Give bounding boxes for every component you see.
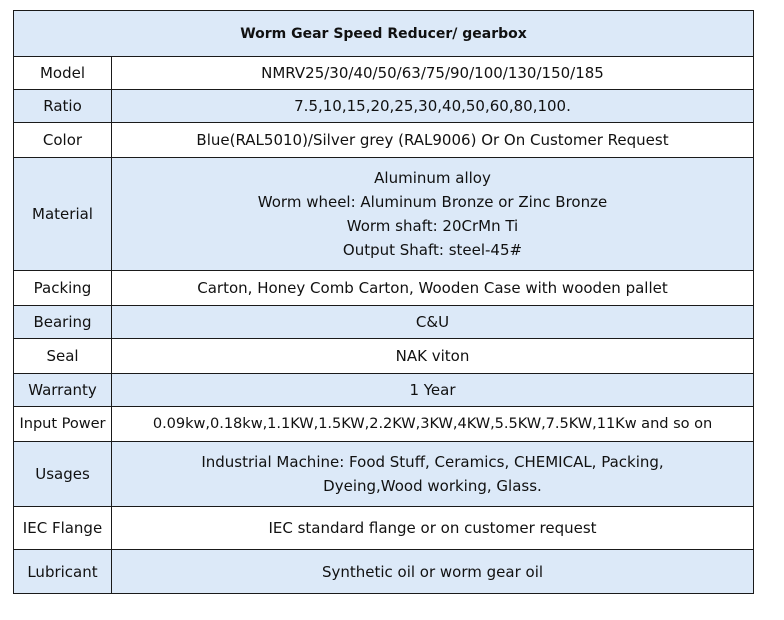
- row-label-model: Model: [14, 57, 112, 90]
- row-label-warranty: Warranty: [14, 374, 112, 407]
- table-title-row: [14, 11, 754, 57]
- row-value-lubricant: Synthetic oil or worm gear oil: [112, 550, 754, 594]
- material-line: Worm shaft: 20CrMn Ti: [346, 217, 519, 235]
- row-label-ratio: Ratio: [14, 90, 112, 123]
- row-value-model: NMRV25/30/40/50/63/75/90/100/130/150/185: [112, 57, 754, 90]
- row-value-ratio: 7.5,10,15,20,25,30,40,50,60,80,100.: [112, 90, 754, 123]
- row-label-color: Color: [14, 123, 112, 158]
- row-label-input-power: Input Power: [14, 407, 112, 442]
- material-line: Output Shaft: steel-45#: [342, 241, 523, 259]
- material-line: Aluminum alloy: [374, 169, 491, 187]
- row-label-packing: Packing: [14, 271, 112, 306]
- row-label-material: Material: [14, 158, 112, 271]
- row-value-seal: NAK viton: [112, 339, 754, 374]
- row-value-material: [112, 158, 754, 271]
- usages-line: Dyeing,Wood working, Glass.: [323, 477, 542, 495]
- table-row-bearing: [14, 306, 754, 339]
- row-value-iec-flange: IEC standard flange or on customer request: [112, 507, 754, 550]
- table-row-seal: [14, 339, 754, 374]
- table-row-usages: [14, 442, 754, 507]
- row-label-lubricant: Lubricant: [14, 550, 112, 594]
- table-row-material: [14, 158, 754, 271]
- row-value-packing: Carton, Honey Comb Carton, Wooden Case with wooden pallet: [112, 271, 754, 306]
- material-line: Worm wheel: Aluminum Bronze or Zinc Bronze: [257, 193, 608, 211]
- table-row-color: [14, 123, 754, 158]
- table-row-input-power: [14, 407, 754, 442]
- table-title: Worm Gear Speed Reducer/ gearbox: [14, 11, 754, 57]
- row-value-warranty: 1 Year: [112, 374, 754, 407]
- row-value-color: Blue(RAL5010)/Silver grey (RAL9006) Or On Customer Request: [112, 123, 754, 158]
- row-label-iec-flange: IEC Flange: [14, 507, 112, 550]
- row-label-usages: Usages: [14, 442, 112, 507]
- table-row-lubricant: [14, 550, 754, 594]
- spec-table: [13, 10, 754, 594]
- table-row-model: [14, 57, 754, 90]
- row-label-seal: Seal: [14, 339, 112, 374]
- table-row-iec-flange: [14, 507, 754, 550]
- row-value-input-power: 0.09kw,0.18kw,1.1KW,1.5KW,2.2KW,3KW,4KW,5.5KW,7.5KW,11Kw and so on: [112, 407, 754, 442]
- table-row-packing: [14, 271, 754, 306]
- usages-line: Industrial Machine: Food Stuff, Ceramics, CHEMICAL, Packing,: [201, 453, 664, 471]
- row-value-bearing: C&U: [112, 306, 754, 339]
- table-row-warranty: [14, 374, 754, 407]
- row-value-usages: [112, 442, 754, 507]
- table-row-ratio: [14, 90, 754, 123]
- row-label-bearing: Bearing: [14, 306, 112, 339]
